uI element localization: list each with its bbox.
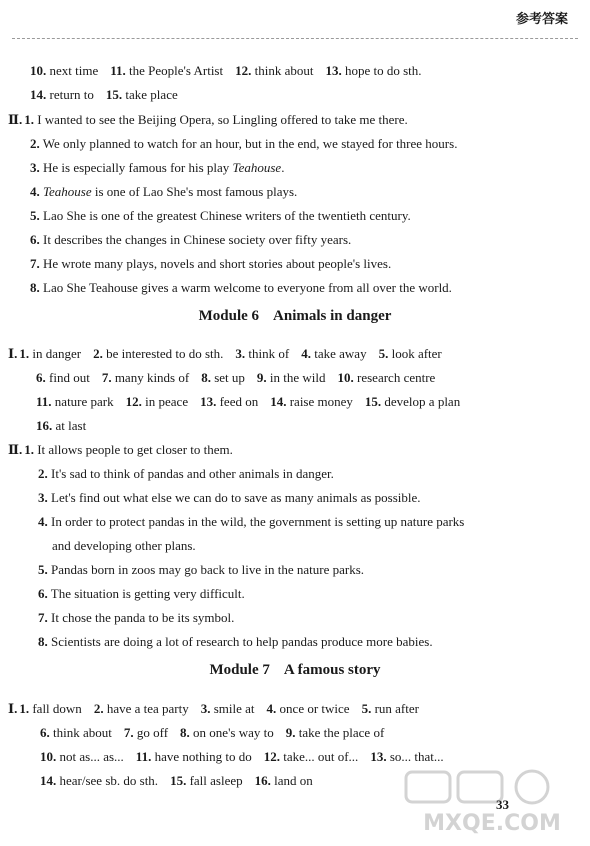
section-roman-numeral: Ⅱ. <box>8 112 23 127</box>
item-answer: not as... as... <box>59 749 124 764</box>
item-number: 13. <box>370 749 387 764</box>
item-number: 4. <box>38 514 48 529</box>
item-answer: research centre <box>357 370 436 385</box>
answer-line <box>30 256 391 272</box>
answer-line <box>30 160 284 176</box>
item-number: 3. <box>38 490 48 505</box>
item-answer: think about <box>254 63 314 78</box>
item-answer: fall down <box>32 701 82 716</box>
item-number: 2. <box>38 466 48 481</box>
item-answer: develop a plan <box>384 394 461 409</box>
item-answer: so... that... <box>389 749 444 764</box>
item-number: 12. <box>235 63 252 78</box>
item-answer: take place <box>125 87 178 102</box>
item-number: 5. <box>38 562 48 577</box>
item-number: 15. <box>105 87 123 102</box>
module-title: Module 7 <box>209 662 270 678</box>
item-answer: in peace <box>145 394 189 409</box>
sentence-text: and developing other plans. <box>52 538 196 553</box>
item-number: 5. <box>378 346 389 361</box>
sentence-text: He wrote many plays, novels and short stories about people's lives. <box>43 256 392 271</box>
item-number: 11. <box>110 63 126 78</box>
sentence-text: The situation is getting very difficult. <box>50 586 245 601</box>
answer-line <box>30 136 457 152</box>
answer-line <box>38 610 234 626</box>
answer-row <box>40 725 384 741</box>
item-answer: have a tea party <box>106 701 189 716</box>
item-number: 7. <box>30 256 40 271</box>
item-number: 15. <box>364 394 382 409</box>
item-number: 3. <box>200 701 211 716</box>
item-answer: smile at <box>213 701 255 716</box>
item-number: 2. <box>30 136 40 151</box>
item-number: 2. <box>93 701 104 716</box>
section-roman-numeral: Ⅱ. <box>8 442 23 457</box>
item-answer: once or twice <box>279 701 350 716</box>
item-answer: run after <box>374 701 419 716</box>
item-answer: think of <box>248 346 290 361</box>
answer-line <box>38 514 464 530</box>
item-answer: take the place of <box>298 725 385 740</box>
item-answer: look after <box>391 346 442 361</box>
item-answer: go off <box>136 725 169 740</box>
sentence-text: I wanted to see the Beijing Opera, so Lingling offered to take me there. <box>37 112 408 127</box>
item-number: 7. <box>123 725 134 740</box>
item-number: 7. <box>101 370 112 385</box>
sentence-text: We only planned to watch for an hour, but in the end, we stayed for three hours. <box>42 136 458 151</box>
module-7-heading <box>0 662 590 679</box>
module-title: Module 6 <box>198 308 260 324</box>
item-answer: nature park <box>54 394 114 409</box>
item-number: 4. <box>301 346 311 361</box>
item-number: 8. <box>201 370 211 385</box>
item-number: 13. <box>200 394 217 409</box>
item-number: 15. <box>170 773 187 788</box>
sentence-text: is one of Lao She's most famous plays. <box>91 184 298 199</box>
item-answer: on one's way to <box>193 725 274 740</box>
answer-row <box>36 418 86 434</box>
item-number: 6. <box>30 232 40 247</box>
item-number: 8. <box>180 725 190 740</box>
item-answer: return to <box>49 87 94 102</box>
item-answer: the People's Artist <box>129 63 224 78</box>
item-number: 14. <box>270 394 287 409</box>
answer-line <box>38 634 433 650</box>
sentence-text: Scientists are doing a lot of research to help pandas produce more babies. <box>51 634 433 649</box>
item-number: 9. <box>256 370 267 385</box>
item-number: 10. <box>337 370 354 385</box>
item-answer: take... out of... <box>283 749 359 764</box>
item-number: 3. <box>30 160 40 175</box>
module-subtitle: A famous story <box>283 662 381 678</box>
item-number: 16. <box>254 773 271 788</box>
item-number: 8. <box>30 280 40 295</box>
item-answer: take away <box>314 346 367 361</box>
header-divider <box>12 38 578 39</box>
module-subtitle: Animals in danger <box>273 308 392 324</box>
item-answer: raise money <box>289 394 353 409</box>
answer-line <box>30 280 452 296</box>
item-number: 8. <box>38 634 48 649</box>
item-number: 12. <box>125 394 142 409</box>
item-answer: many kinds of <box>114 370 190 385</box>
sentence-text: Let's find out what else we can do to save as many animals as possible. <box>51 490 421 505</box>
item-number: 14. <box>30 87 47 102</box>
item-number: 1. <box>19 701 30 716</box>
item-answer: be interested to do sth. <box>106 346 224 361</box>
item-answer: land on <box>274 773 313 788</box>
answer-line <box>38 490 421 506</box>
answer-row <box>30 63 422 79</box>
item-answer: hear/see sb. do sth. <box>59 773 159 788</box>
item-number: 4. <box>30 184 40 199</box>
item-answer: find out <box>49 370 90 385</box>
section-roman-numeral: Ⅰ. <box>8 701 18 716</box>
svg-text:MXQE.COM: MXQE.COM <box>423 811 561 836</box>
item-answer: in the wild <box>269 370 326 385</box>
item-number: 6. <box>40 725 50 740</box>
item-number: 16. <box>36 418 53 433</box>
item-number: 11. <box>36 394 52 409</box>
section-roman-numeral: Ⅰ. <box>8 346 18 361</box>
item-answer: hope to do sth. <box>344 63 422 78</box>
sentence-text: In order to protect pandas in the wild, the government is setting up nature parks <box>51 514 465 529</box>
item-answer: fall asleep <box>189 773 243 788</box>
item-number: 11. <box>135 749 152 764</box>
page-number: 33 <box>496 797 509 812</box>
answer-row <box>8 701 419 717</box>
sentence-text: Pandas born in zoos may go back to live in the nature parks. <box>51 562 365 577</box>
answer-line <box>38 586 245 602</box>
header-title: 参考答案 <box>515 12 568 27</box>
item-number: 9. <box>285 725 296 740</box>
item-number: 10. <box>30 63 47 78</box>
watermark-logo <box>402 768 582 838</box>
item-number: 10. <box>40 749 57 764</box>
item-answer: feed on <box>219 394 259 409</box>
answer-line <box>30 208 411 224</box>
sentence-text: It's sad to think of pandas and other animals in danger. <box>51 466 334 481</box>
item-number: 1. <box>24 442 34 457</box>
item-answer: set up <box>214 370 245 385</box>
sentence-text: He is especially famous for his play <box>43 160 233 175</box>
item-answer: think about <box>53 725 112 740</box>
item-answer: next time <box>49 63 99 78</box>
sentence-text: Lao She Teahouse gives a warm welcome to everyone from all over the world. <box>43 280 452 295</box>
sentence-text: It chose the panda to be its symbol. <box>51 610 235 625</box>
sentence-text: Lao She is one of the greatest Chinese writers of the twentieth century. <box>43 208 411 223</box>
item-number: 7. <box>38 610 48 625</box>
sentence-text: It allows people to get closer to them. <box>37 442 233 457</box>
answer-line <box>30 232 351 248</box>
answer-line <box>8 112 408 128</box>
item-answer: have nothing to do <box>154 749 252 764</box>
answer-line <box>38 466 334 482</box>
item-number: 13. <box>325 63 342 78</box>
answer-row <box>40 749 444 765</box>
item-number: 5. <box>361 701 372 716</box>
answer-row <box>40 773 313 789</box>
item-number: 12. <box>263 749 280 764</box>
answer-line <box>30 184 297 200</box>
play-title: Teahouse <box>43 184 92 199</box>
item-answer: in danger <box>32 346 82 361</box>
item-number: 5. <box>30 208 40 223</box>
answer-row <box>8 346 442 362</box>
answer-line <box>52 538 196 554</box>
sentence-text: It describes the changes in Chinese society over fifty years. <box>43 232 352 247</box>
item-number: 14. <box>40 773 57 788</box>
play-title: Teahouse <box>232 160 282 175</box>
module-6-heading <box>0 308 590 325</box>
answer-line <box>8 442 233 458</box>
item-number: 6. <box>38 586 48 601</box>
answer-row <box>30 87 178 103</box>
item-answer: at last <box>55 418 87 433</box>
item-number: 1. <box>19 346 30 361</box>
item-number: 6. <box>36 370 46 385</box>
answer-row <box>36 394 460 410</box>
item-number: 4. <box>266 701 277 716</box>
item-number: 1. <box>24 112 34 127</box>
sentence-text: . <box>281 160 285 175</box>
item-number: 3. <box>235 346 246 361</box>
answer-row <box>36 370 435 386</box>
answer-line <box>38 562 364 578</box>
item-number: 2. <box>93 346 103 361</box>
